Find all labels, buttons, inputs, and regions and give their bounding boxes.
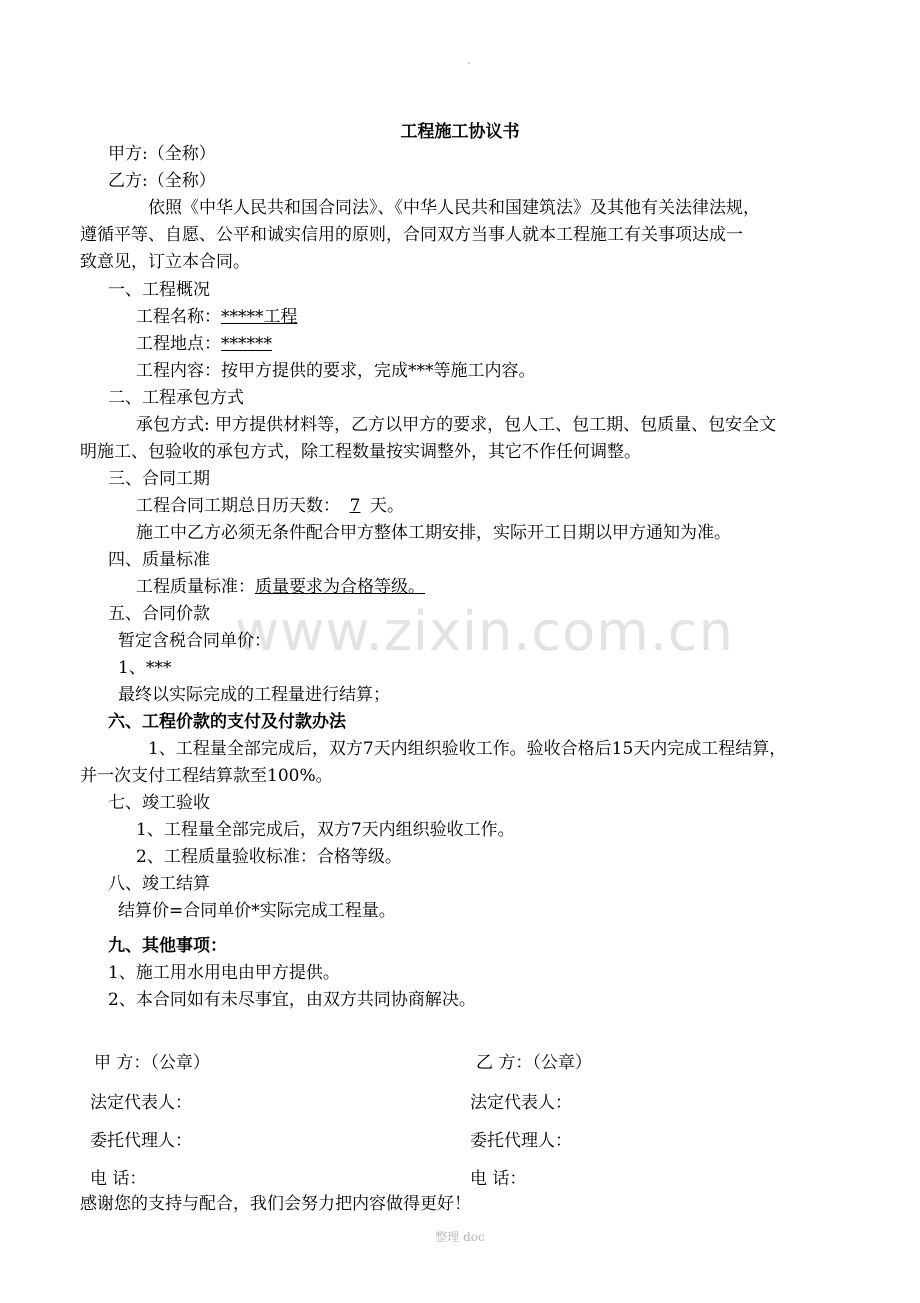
page-footer: 整理 doc: [435, 1230, 485, 1244]
thanks-note: 感谢您的支持与配合，我们会努力把内容做得更好！: [80, 1194, 471, 1214]
quality-line: [136, 576, 425, 598]
duration-line: [136, 495, 404, 517]
project-name-value: *****工程: [221, 307, 298, 327]
payment-line: 并一次支付工程结算款至100%。: [80, 766, 333, 786]
section-4-heading: 四、质量标准: [108, 550, 210, 570]
section-3-heading: 三、合同工期: [108, 469, 210, 489]
party-b-line: 乙方:（全称）: [108, 171, 216, 191]
settlement-line: 结算价=合同单价*实际完成工程量。: [118, 901, 396, 921]
other-line: 1、施工用水用电由甲方提供。: [108, 963, 340, 983]
acceptance-line: 1、工程量全部完成后，双方7天内组织验收工作。: [136, 820, 515, 840]
party-a-representative: 法定代表人：: [90, 1093, 192, 1113]
duration-days: 7: [349, 496, 361, 516]
price-line: 最终以实际完成的工程量进行结算；: [118, 685, 390, 705]
price-line: 1、***: [118, 658, 172, 678]
intro-line: 依照《中华人民共和国合同法》、《中华人民共和国建筑法》及其他有关法律法规，: [148, 198, 760, 218]
section-1-heading: 一、工程概况: [108, 280, 210, 300]
intro-line: 致意见，订立本合同。: [80, 252, 250, 272]
project-content-line: 工程内容：按甲方提供的要求，完成***等施工内容。: [136, 361, 536, 381]
party-b-phone: 电 话：: [470, 1169, 527, 1189]
project-site-line: [136, 333, 272, 355]
payment-line: 1、工程量全部完成后，双方7天内组织验收工作。验收合格后15天内完成工程结算，: [148, 739, 787, 759]
project-name-line: [136, 306, 360, 328]
quality-value: 质量要求为合格等级。: [255, 577, 425, 597]
other-line: 2、本合同如有未尽事宜，由双方共同协商解决。: [108, 990, 476, 1010]
page-mark: [468, 62, 470, 64]
document-title: 工程施工协议书: [400, 122, 520, 142]
party-b-seal: 乙 方：（公章）: [476, 1053, 592, 1073]
project-name-label: 工程名称：: [136, 307, 221, 327]
section-9-heading: 九、其他事项：: [108, 936, 227, 956]
price-line: 暂定含税合同单价：: [118, 631, 271, 651]
section-5-heading: 五、合同价款: [108, 604, 210, 624]
contract-mode-line: 明施工、包验收的承包方式，除工程数量按实调整外，其它不作任何调整。: [80, 442, 641, 462]
section-2-heading: 二、工程承包方式: [108, 388, 244, 408]
party-a-agent: 委托代理人：: [90, 1131, 192, 1151]
section-8-heading: 八、竣工结算: [108, 874, 210, 894]
party-b-agent: 委托代理人：: [470, 1131, 572, 1151]
duration-label: 工程合同工期总日历天数：: [136, 496, 340, 516]
project-site-label: 工程地点：: [136, 334, 221, 354]
contract-mode-line: 承包方式: 甲方提供材料等，乙方以甲方的要求，包人工、包工期、包质量、包安全文: [136, 415, 777, 435]
schedule-note: 施工中乙方必须无条件配合甲方整体工期安排，实际开工日期以甲方通知为准。: [136, 523, 731, 543]
intro-line: 遵循平等、自愿、公平和诚实信用的原则，合同双方当事人就本工程施工有关事项达成一: [80, 225, 743, 245]
project-site-value: ******: [221, 334, 272, 354]
quality-label: 工程质量标准：: [136, 577, 255, 597]
watermark: www.zixin.com.cn: [235, 600, 734, 663]
party-a-seal: 甲 方：（公章）: [94, 1053, 210, 1073]
party-a-phone: 电 话：: [90, 1169, 147, 1189]
section-7-heading: 七、竣工验收: [108, 793, 210, 813]
party-a-line: 甲方:（全称）: [108, 144, 216, 164]
acceptance-line: 2、工程质量验收标准：合格等级。: [136, 847, 402, 867]
party-b-representative: 法定代表人：: [470, 1093, 572, 1113]
duration-suffix: 天。: [370, 496, 404, 516]
section-6-heading: 六、工程价款的支付及付款办法: [108, 712, 346, 732]
